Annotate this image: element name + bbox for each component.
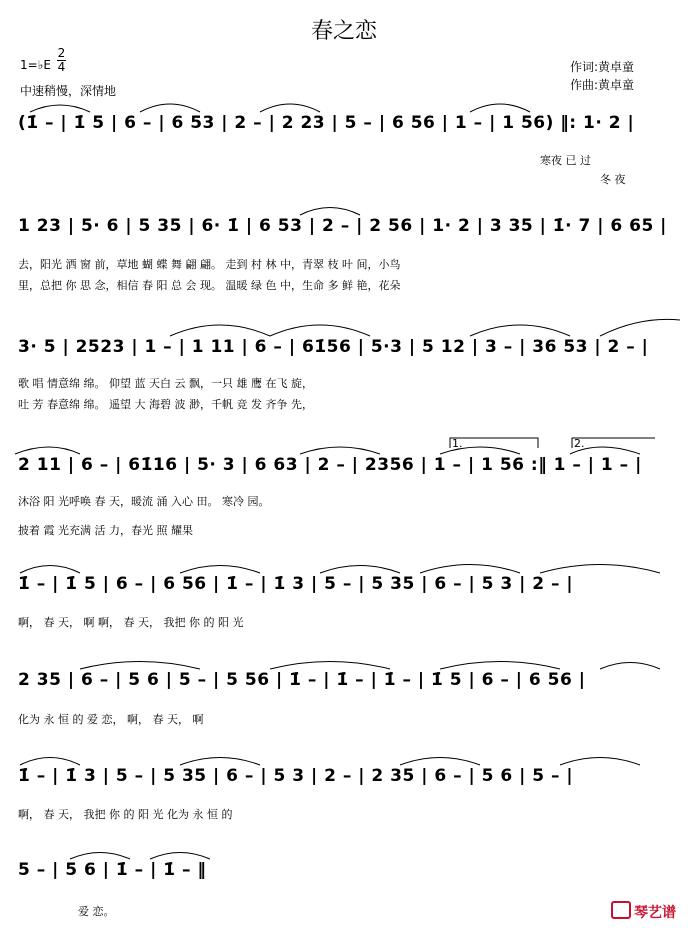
- lyric-line-4-verse-2: 披着 霞 光充满 活 力，春光 照 耀果: [18, 524, 193, 537]
- composer-credit: 作曲:黄卓童: [570, 78, 635, 92]
- time-numerator: 2: [57, 46, 66, 60]
- site-logo: [611, 901, 676, 922]
- notation-line-4: 2 11 | 6 – | 61̇16 | 5· 3 | 6 63 | 2 – | 2356 | 1 – | 1 56 :‖ 1 – | 1 – |: [18, 455, 642, 475]
- time-denominator: 4: [57, 60, 66, 74]
- lyric-line-6: 化为 永 恒 的 爱 恋， 啊， 春 天， 啊: [18, 713, 204, 726]
- lyric-line-3-verse-2: 吐 芳 春意绵 绵。 遥望 大 海碧 波 渺，千帆 竞 发 齐争 先，: [18, 398, 313, 411]
- logo-icon: [611, 901, 631, 919]
- logo-text: 琴艺谱: [634, 905, 676, 921]
- lyric-line-7: 啊， 春 天， 我把 你 的 阳 光 化为 永 恒 的: [18, 808, 233, 821]
- lyric-line-2-verse-1: 去，阳光 洒 窗 前，草地 蝴 蝶 舞 翩 翩。 走到 村 林 中，青翠 枝 叶 间，小鸟: [18, 258, 401, 271]
- volta-2-label: 2.: [574, 437, 585, 450]
- lyric-line-1-verse-2: 冬 夜: [600, 173, 626, 186]
- notation-line-2: 1 23 | 5· 6 | 5 35 | 6· 1̇ | 6 53 | 2 – | 2 56 | 1· 2 | 3 35 | 1̇· 7 | 6 65 |: [18, 216, 667, 236]
- notation-line-5: 1̇ – | 1̇ 5 | 6 – | 6 56 | 1̇ – | 1̇ 3 | 5 – | 5 35 | 6 – | 5 3 | 2 – |: [18, 574, 574, 594]
- tempo-marking: 中速稍慢，深情地: [20, 84, 117, 98]
- lyric-line-3-verse-1: 歌 唱 情意绵 绵。 仰望 蓝 天白 云 飘，一只 雄 鹰 在飞 旋，: [18, 377, 313, 390]
- lyric-line-1-verse-1: 寒夜 已 过: [540, 154, 591, 167]
- song-title: 春之恋: [310, 19, 377, 44]
- volta-1-label: 1.: [452, 437, 463, 450]
- notation-line-3: 3· 5 | 2523 | 1 – | 1 11 | 6 – | 61̇56 | 5·3 | 5 12 | 3 – | 36 53 | 2 – |: [18, 337, 649, 357]
- notation-line-8: 5 – | 5 6 | 1̇ – | 1̇ – ‖: [18, 860, 207, 880]
- notation-line-7: 1̇ – | 1̇ 3 | 5 – | 5 35 | 6 – | 5 3 | 2 – | 2 35 | 6 – | 5 6 | 5 – |: [18, 766, 574, 786]
- key-signature: 1=♭E: [20, 58, 51, 72]
- notation-line-1: (1̇ – | 1̇ 5 | 6 – | 6 53 | 2 – | 2 23 | 5 – | 6 56 | 1 – | 1 56) ‖: 1· 2 |: [18, 113, 635, 133]
- lyric-line-5: 啊， 春 天， 啊 啊， 春 天， 我把 你 的 阳 光: [18, 616, 244, 629]
- lyricist-credit: 作词:黄卓童: [570, 60, 635, 74]
- notation-line-6: 2 35 | 6 – | 5 6 | 5 – | 5 56 | 1̇ – | 1̇ – | 1̇ – | 1̇ 5 | 6 – | 6 56 |: [18, 670, 586, 690]
- lyric-line-2-verse-2: 里，总把 你 思 念，相信 春 阳 总 会 现。 温暖 绿 色 中，生命 多 鲜 艳，花朵: [18, 279, 401, 292]
- lyric-line-4-verse-1: 沐浴 阳 光呼唤 春 天，暖流 涌 入心 田。 寒冷 园。: [18, 495, 270, 508]
- lyric-line-8: 爱 恋。: [78, 905, 115, 918]
